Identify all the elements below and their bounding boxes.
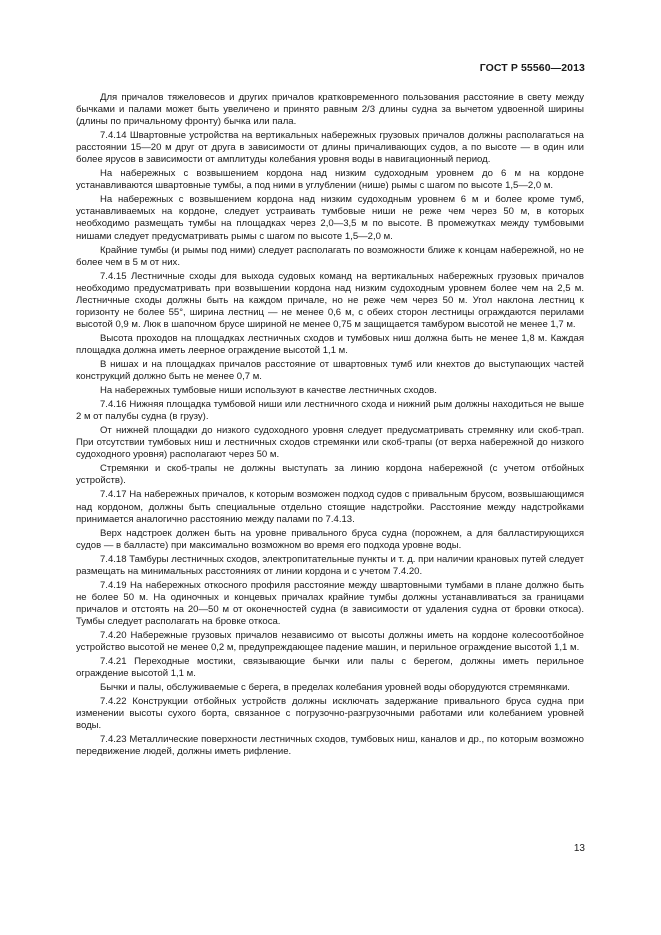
- paragraph: Крайние тумбы (и рымы под ними) следует располагать по возможности ближе к концам набережной, но не более чем в 5 м от них.: [76, 244, 584, 268]
- paragraph: 7.4.21 Переходные мостики, связывающие бычки или палы с берегом, должны иметь перильное ограждение высотой 1,1 м.: [76, 656, 584, 680]
- paragraph: Верх надстроек должен быть на уровне привального бруса судна (порожнем, а для балластирующихся судов — в балласте) при максимально возможном во время его подхода уровне воды.: [76, 527, 584, 551]
- page-number: 13: [573, 843, 585, 854]
- paragraph: 7.4.22 Конструкции отбойных устройств должны исключать задержание привального бруса судна при изменении высоты сухого борта, связанное с погрузочно-разгрузочными работами или колебанием уровней воды.: [76, 696, 584, 732]
- standard-header: ГОСТ Р 55560—2013: [479, 62, 585, 74]
- paragraph: 7.4.18 Тамбуры лестничных сходов, электропитательные пункты и т. д. при наличии крановых путей следует размещать на минимальных расстояниях от линии кордона и с учетом 7.4.20.: [76, 553, 584, 577]
- paragraph: Бычки и палы, обслуживаемые с берега, в пределах колебания уровней воды оборудуются стремянками.: [100, 682, 570, 694]
- paragraph: Для причалов тяжеловесов и других причалов кратковременного пользования расстояние в свету между бычками и палами может быть увеличено и принято равным 2/3 длины судна за вычетом удвоенной ширины (длины по причальному фронту) бычка или пала.: [76, 92, 584, 128]
- paragraph: На набережных с возвышением кордона над низким судоходным уровнем 6 м и более кроме тумб, устанавливаемых на кордоне, следует устраивать тумбовые ниши не реже чем через 50 м, в которых необходимо размещать тумбы на площадках через 2,0—3,5 м по высоте. В промежутках между тумбовыми нишами следует предусматривать рымы с шагом по высоте 1,5—2,0 м.: [76, 194, 584, 242]
- paragraph: Высота проходов на площадках лестничных сходов и тумбовых ниш должна быть не менее 1,8 м. Каждая площадка должна иметь леерное ограждение высотой 1,1 м.: [76, 332, 584, 356]
- paragraph: 7.4.23 Металлические поверхности лестничных сходов, тумбовых ниш, каналов и др., по которым возможно передвижение людей, должны иметь рифление.: [76, 734, 584, 758]
- paragraph: В нишах и на площадках причалов расстояние от швартовных тумб или кнехтов до выступающих частей конструкций должно быть не менее 0,7 м.: [76, 358, 584, 383]
- paragraph: 7.4.17 На набережных причалов, к которым возможен подход судов с привальным брусом, возвышающимся над кордоном, должны быть специальные отдельно стоящие надстройки. Расстояние между надстройками принимается аналогично расстоянию между палами по 7.4.13.: [76, 489, 584, 525]
- paragraph: На набережных с возвышением кордона над низким судоходным уровнем до 6 м на кордоне устанавливаются швартовные тумбы, а под ними в углублении (нише) рымы с шагом по высоте 1,5—2,0 м.: [76, 168, 584, 192]
- document-body: [76, 92, 584, 760]
- paragraph: 7.4.19 На набережных откосного профиля расстояние между швартовными тумбами в плане должно быть не более 50 м. На одиночных и концевых причалах крайние тумбы должны устанавливаться за границами причалов и отстоять на 20—50 м от оконечностей судна (в зависимости от удаления судна от бровки откоса). Тумбы следует располагать на бровке откоса.: [76, 579, 584, 627]
- paragraph: 7.4.14 Швартовные устройства на вертикальных набережных грузовых причалов должны располагаться на расстоянии 15—20 м друг от друга в зависимости от длины причаливающих судов, а по высоте — в один или более ярусов в зависимости от амплитуды колебания уровня воды в навигационный период.: [76, 130, 584, 166]
- paragraph: 7.4.16 Нижняя площадка тумбовой ниши или лестничного схода и нижний рым должны находиться не выше 2 м от палубы судна (в грузу).: [76, 399, 584, 423]
- paragraph: Стремянки и скоб-трапы не должны выступать за линию кордона набережной (с учетом отбойных устройств).: [76, 463, 584, 487]
- paragraph: 7.4.20 Набережные грузовых причалов независимо от высоты должны иметь на кордоне колесоотбойное устройство высотой не менее 0,2 м, предупреждающее падение машин, и перильное ограждение высотой 1,1 м.: [76, 629, 584, 654]
- paragraph: От нижней площадки до низкого судоходного уровня следует предусматривать стремянку или скоб-трап. При отсутствии тумбовых ниш и лестничных сходов стремянки или скоб-трапы (от верха набережной до низкого судоходного уровня) располагают через 50 м.: [76, 425, 584, 461]
- paragraph: На набережных тумбовые ниши используют в качестве лестничных сходов.: [100, 385, 437, 397]
- paragraph: 7.4.15 Лестничные сходы для выхода судовых команд на вертикальных набережных грузовых причалов необходимо предусматривать при возвышении кордона над низким судоходным уровнем более чем на 2,5 м. Лестничные сходы должны быть на каждом причале, но не реже чем через 50 м. Угол наклона лестниц к горизонту не более 55°, ширина лестниц — не менее 0,6 м, с обеих сторон лестницы ограждаются перилами высотой 0,9 м. Люк в шапочном брусе шириной не менее 0,75 м защищается тамбуром высотой не менее 1,7 м.: [76, 270, 584, 330]
